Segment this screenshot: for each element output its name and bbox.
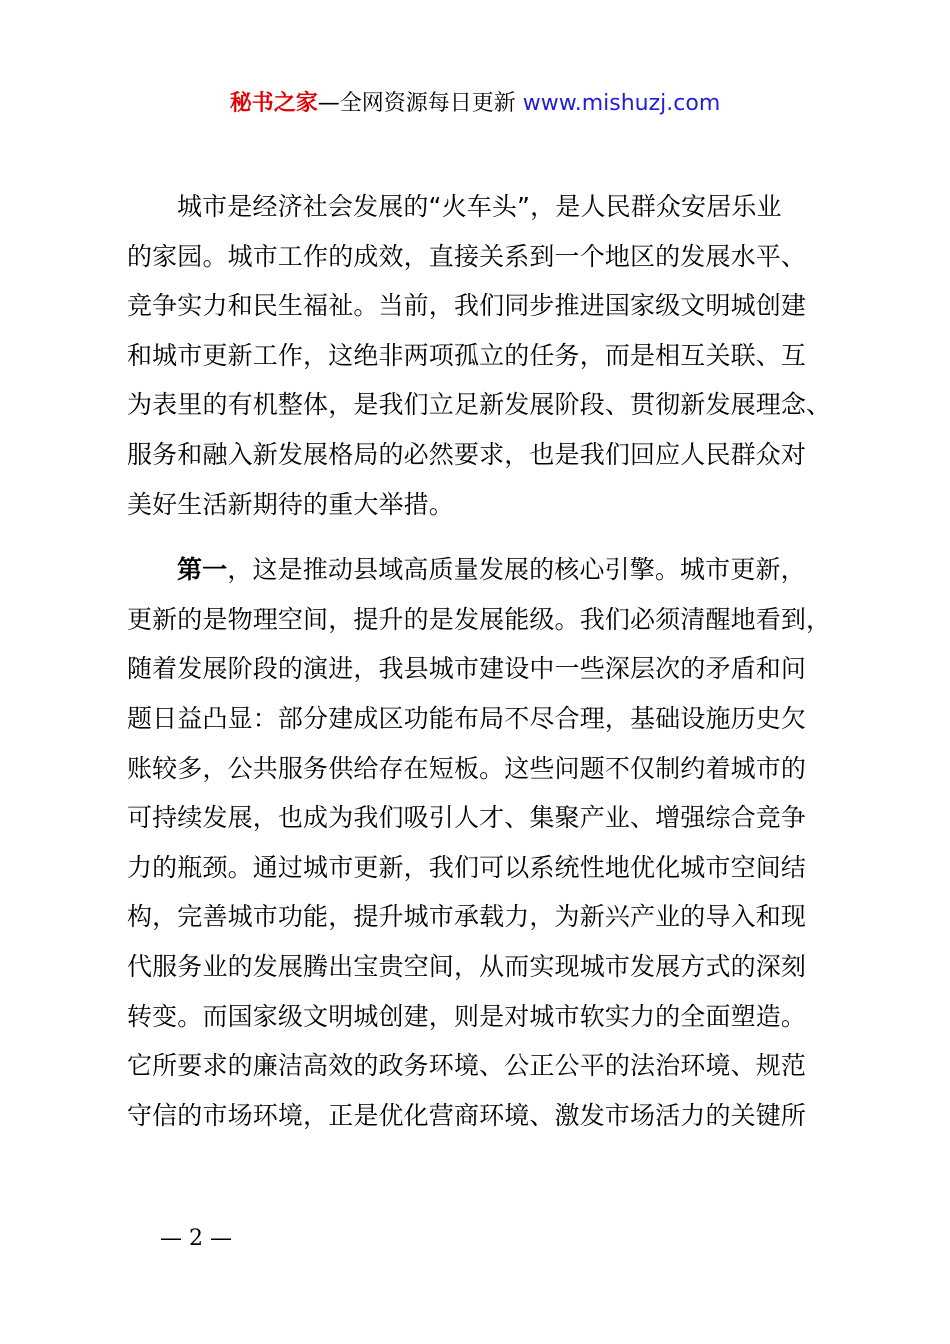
text-line: 可持续发展，也成为我们吸引人才、集聚产业、增强综合竞争 (127, 803, 807, 833)
text-line: 更新的是物理空间，提升的是发展能级。我们必须清醒地看到， (127, 604, 832, 634)
paragraph-lead-rest: ，这是推动县域高质量发展的核心引擎。城市更新， (227, 555, 806, 585)
text-line: 转变。而国家级文明城创建，则是对城市软实力的全面塑造。 (127, 1001, 807, 1031)
paragraph-1 (127, 182, 835, 529)
text-line: 守信的市场环境，正是优化营商环境、激发市场活力的关键所 (127, 1100, 807, 1130)
text-line: 为表里的有机整体，是我们立足新发展阶段、贯彻新发展理念、 (127, 390, 832, 420)
text-line: 力的瓶颈。通过城市更新，我们可以系统性地优化城市空间结 (127, 852, 807, 882)
text-line: 竞争实力和民生福祉。当前，我们同步推进国家级文明城创建 (127, 291, 807, 321)
page-number: — 2 — (160, 1226, 232, 1251)
text-line: 的家园。城市工作的成效，直接关系到一个地区的发展水平、 (127, 241, 807, 271)
text-line (127, 545, 835, 595)
text-line: 构，完善城市功能，提升城市承载力，为新兴产业的导入和现 (127, 902, 807, 932)
text-line: 账较多，公共服务供给存在短板。这些问题不仅制约着城市的 (127, 753, 807, 783)
paragraph-2 (127, 545, 835, 1140)
text-line: 它所要求的廉洁高效的政务环境、公正公平的法治环境、规范 (127, 1051, 807, 1081)
text-line: 和城市更新工作，这绝非两项孤立的任务，而是相互关联、互 (127, 340, 807, 370)
site-url[interactable]: www.mishuzj.com (522, 91, 721, 116)
text-line: 代服务业的发展腾出宝贵空间，从而实现城市发展方式的深刻 (127, 951, 807, 981)
paragraph-lead: 第一 (177, 555, 228, 585)
text-line: 城市是经济社会发展的“火车头”，是人民群众安居乐业 (177, 192, 782, 221)
text-line: 随着发展阶段的演进，我县城市建设中一些深层次的矛盾和问 (127, 654, 807, 684)
site-slogan: —全网资源每日更新 (317, 91, 523, 116)
page-header (0, 88, 950, 120)
site-name: 秘书之家 (229, 91, 318, 116)
text-line: 服务和融入新发展格局的必然要求，也是我们回应人民群众对 (127, 439, 807, 469)
paragraph-gap (127, 529, 835, 545)
body-text (127, 182, 835, 1140)
text-line: 题日益凸显：部分建成区功能布局不尽合理，基础设施历史欠 (127, 703, 807, 733)
text-line: 美好生活新期待的重大举措。 (127, 489, 454, 519)
